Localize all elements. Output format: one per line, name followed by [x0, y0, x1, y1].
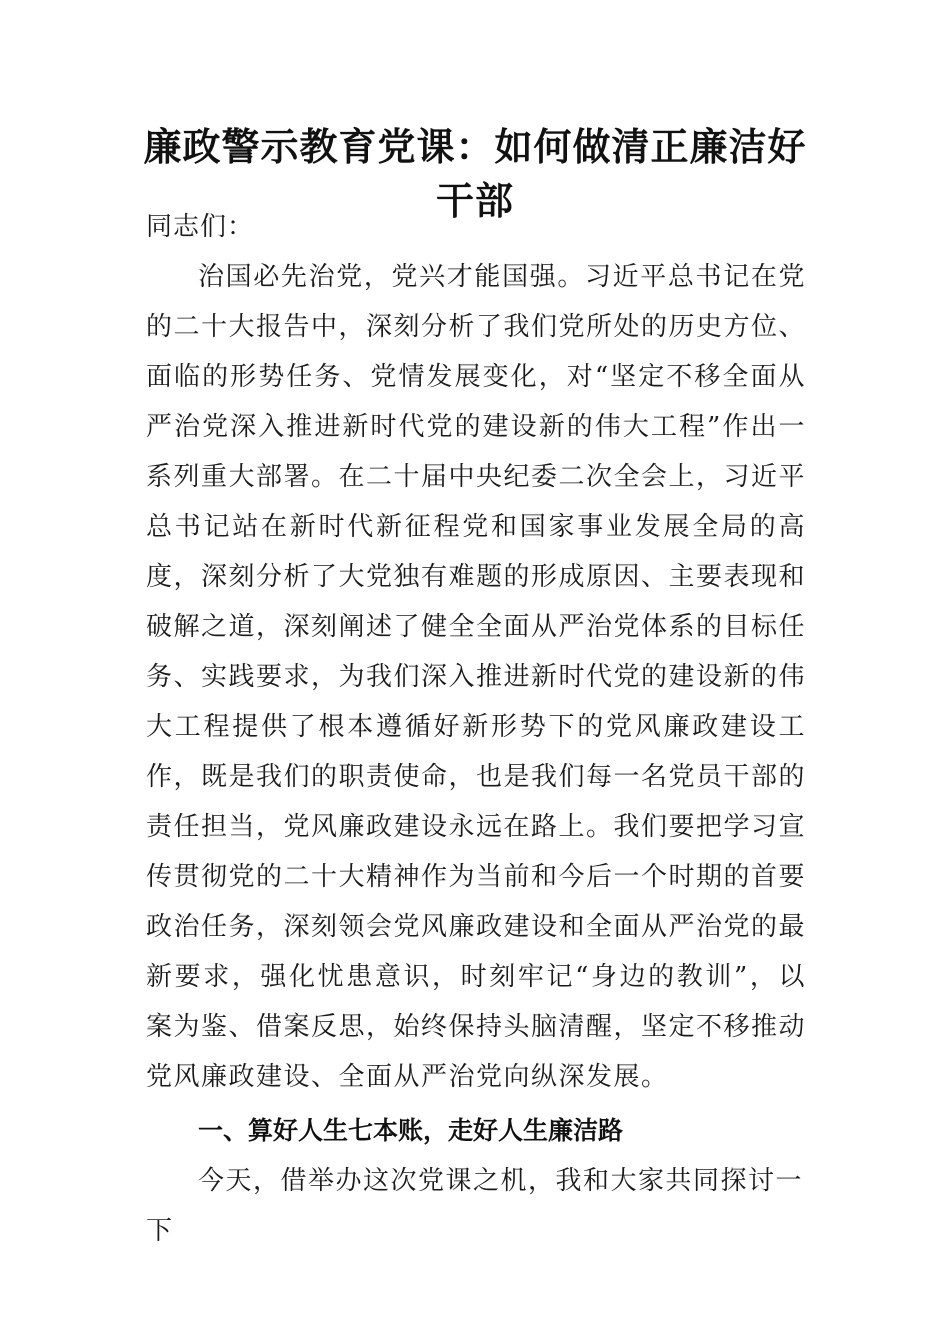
document-body: [146, 202, 806, 1256]
body-paragraph: 治国必先治党，党兴才能国强。习近平总书记在党的二十大报告中，深刻分析了我们党所处的历史方位、面临的形势任务、党情发展变化，对“坚定不移全面从严治党深入推进新时代党的建设新的伟大工程”作出一系列重大部署。在二十届中央纪委二次全会上，习近平总书记站在新时代新征程党和国家事业发展全局的高度，深刻分析了大党独有难题的形成原因、主要表现和破解之道，深刻阐述了健全全面从严治党体系的目标任务、实践要求，为我们深入推进新时代党的建设新的伟大工程提供了根本遵循好新形势下的党风廉政建设工作，既是我们的职责使命，也是我们每一名党员干部的责任担当，党风廉政建设永远在路上。我们要把学习宣传贯彻党的二十大精神作为当前和今后一个时期的首要政治任务，深刻领会党风廉政建设和全面从严治党的最新要求，强化忧患意识，时刻牢记“身边的教训”，以案为鉴、借案反思，始终保持头脑清醒，坚定不移推动党风廉政建设、全面从严治党向纵深发展。: [146, 262, 807, 1092]
salutation: 同志们：: [146, 212, 255, 242]
body-paragraph-continued: 今天，借举办这次党课之机，我和大家共同探讨一下: [146, 1166, 804, 1246]
document-title: 廉政警示教育党课：如何做清正廉洁好干部: [143, 124, 807, 223]
section-heading: 一、算好人生七本账，走好人生廉洁路: [198, 1116, 624, 1145]
